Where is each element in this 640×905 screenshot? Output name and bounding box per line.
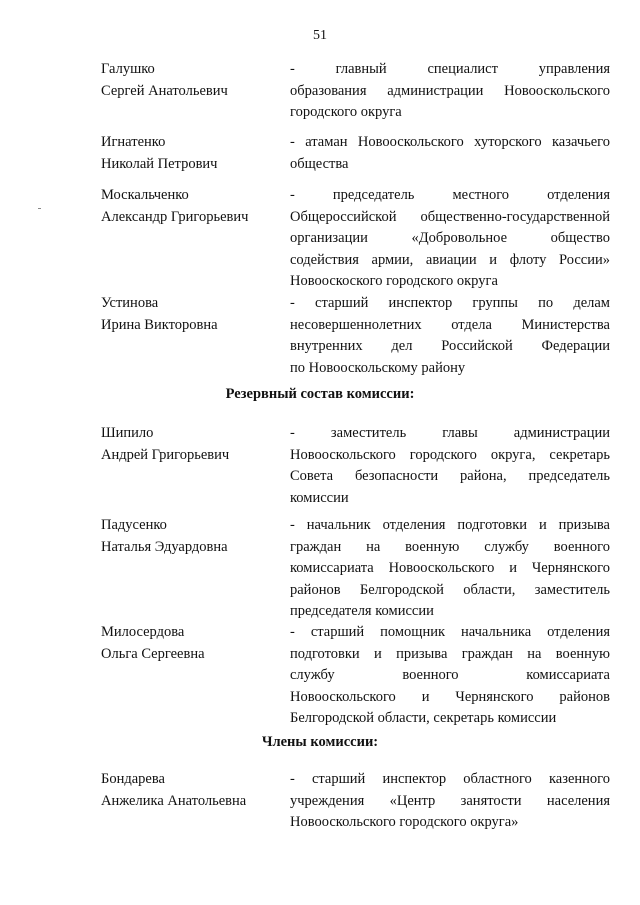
given-names: Александр Григорьевич [101,208,249,225]
desc-line: учреждения «Центр занятости населения [290,792,610,809]
desc-line: содействия армии, авиации и флоту России» [290,251,610,268]
desc-line: общества [290,155,349,172]
desc-line: - председатель местного отделения [290,187,610,203]
given-names: Сергей Анатольевич [101,82,228,99]
desc-line: - начальник отделения подготовки и призыва [290,517,610,533]
desc-line: образования администрации Новооскольского [290,82,610,99]
given-names: Наталья Эдуардовна [101,538,228,555]
desc-line: - старший помощник начальника отделения [290,624,610,640]
margin-mark [38,208,41,209]
desc-line: внутренних дел Российской Федерации [290,338,610,354]
surname: Галушко [101,61,155,77]
person-name [101,293,281,336]
position-description [290,515,610,623]
desc-line: - старший инспектор группы по делам [290,295,610,311]
desc-line: районов Белгородской области, заместитель [290,581,610,598]
given-names: Николай Петрович [101,155,218,172]
desc-line: Новооскоского городского округа [290,273,498,289]
position-description [290,185,610,293]
surname: Бондарева [101,771,165,787]
surname: Милосердова [101,624,185,640]
desc-line: граждан на военную службу военного [290,538,610,555]
given-names: Анжелика Анатольевна [101,792,247,809]
desc-line: Новооскольского городского округа» [290,814,519,830]
page-number: 51 [313,28,327,43]
desc-line: - атаман Новооскольского хуторского казачьего [290,134,610,150]
given-names: Ольга Сергеевна [101,645,205,662]
desc-line: организации «Добровольное общество [290,230,610,246]
person-name [101,622,281,665]
surname: Москальченко [101,187,189,203]
person-name [101,515,281,558]
person-name [101,423,281,466]
position-description [290,423,610,509]
desc-line: - главный специалист управления [290,61,610,77]
desc-line: председателя комиссии [290,603,434,619]
desc-line: службу военного комиссариата [290,667,610,683]
position-description [290,622,610,730]
position-description [290,769,610,834]
section-heading-members: Члены комиссии: [261,734,379,750]
position-description [290,59,610,124]
desc-line: Общероссийской общественно-государственной [290,208,610,225]
surname: Игнатенко [101,134,166,150]
given-names: Андрей Григорьевич [101,446,230,463]
desc-line: комиссии [290,489,349,506]
surname: Падусенко [101,517,167,533]
person-name [101,59,281,102]
position-description [290,132,610,175]
surname: Устинова [101,295,159,311]
desc-line: Совета безопасности района, председатель [290,468,610,484]
desc-line: комиссариата Новооскольского и Чернянского [290,560,610,576]
given-names: Ирина Викторовна [101,316,218,333]
desc-line: подготовки и призыва граждан на военную [290,645,610,662]
desc-line: по Новооскольскому району [290,359,466,376]
person-name [101,132,281,175]
desc-line: Новооскольского городского округа, секретарь [290,446,610,463]
desc-line: Белгородской области, секретарь комиссии [290,710,557,726]
person-name [101,769,281,812]
section-heading-reserve: Резервный состав комиссии: [225,386,415,402]
desc-line: - старший инспектор областного казенного [290,771,610,787]
desc-line: городского округа [290,104,402,120]
person-name [101,185,281,228]
position-description [290,293,610,379]
desc-line: Новооскольского и Чернянского районов [290,688,610,705]
desc-line: несовершеннолетних отдела Министерства [290,316,610,333]
surname: Шипило [101,425,154,441]
desc-line: - заместитель главы администрации [290,425,610,441]
